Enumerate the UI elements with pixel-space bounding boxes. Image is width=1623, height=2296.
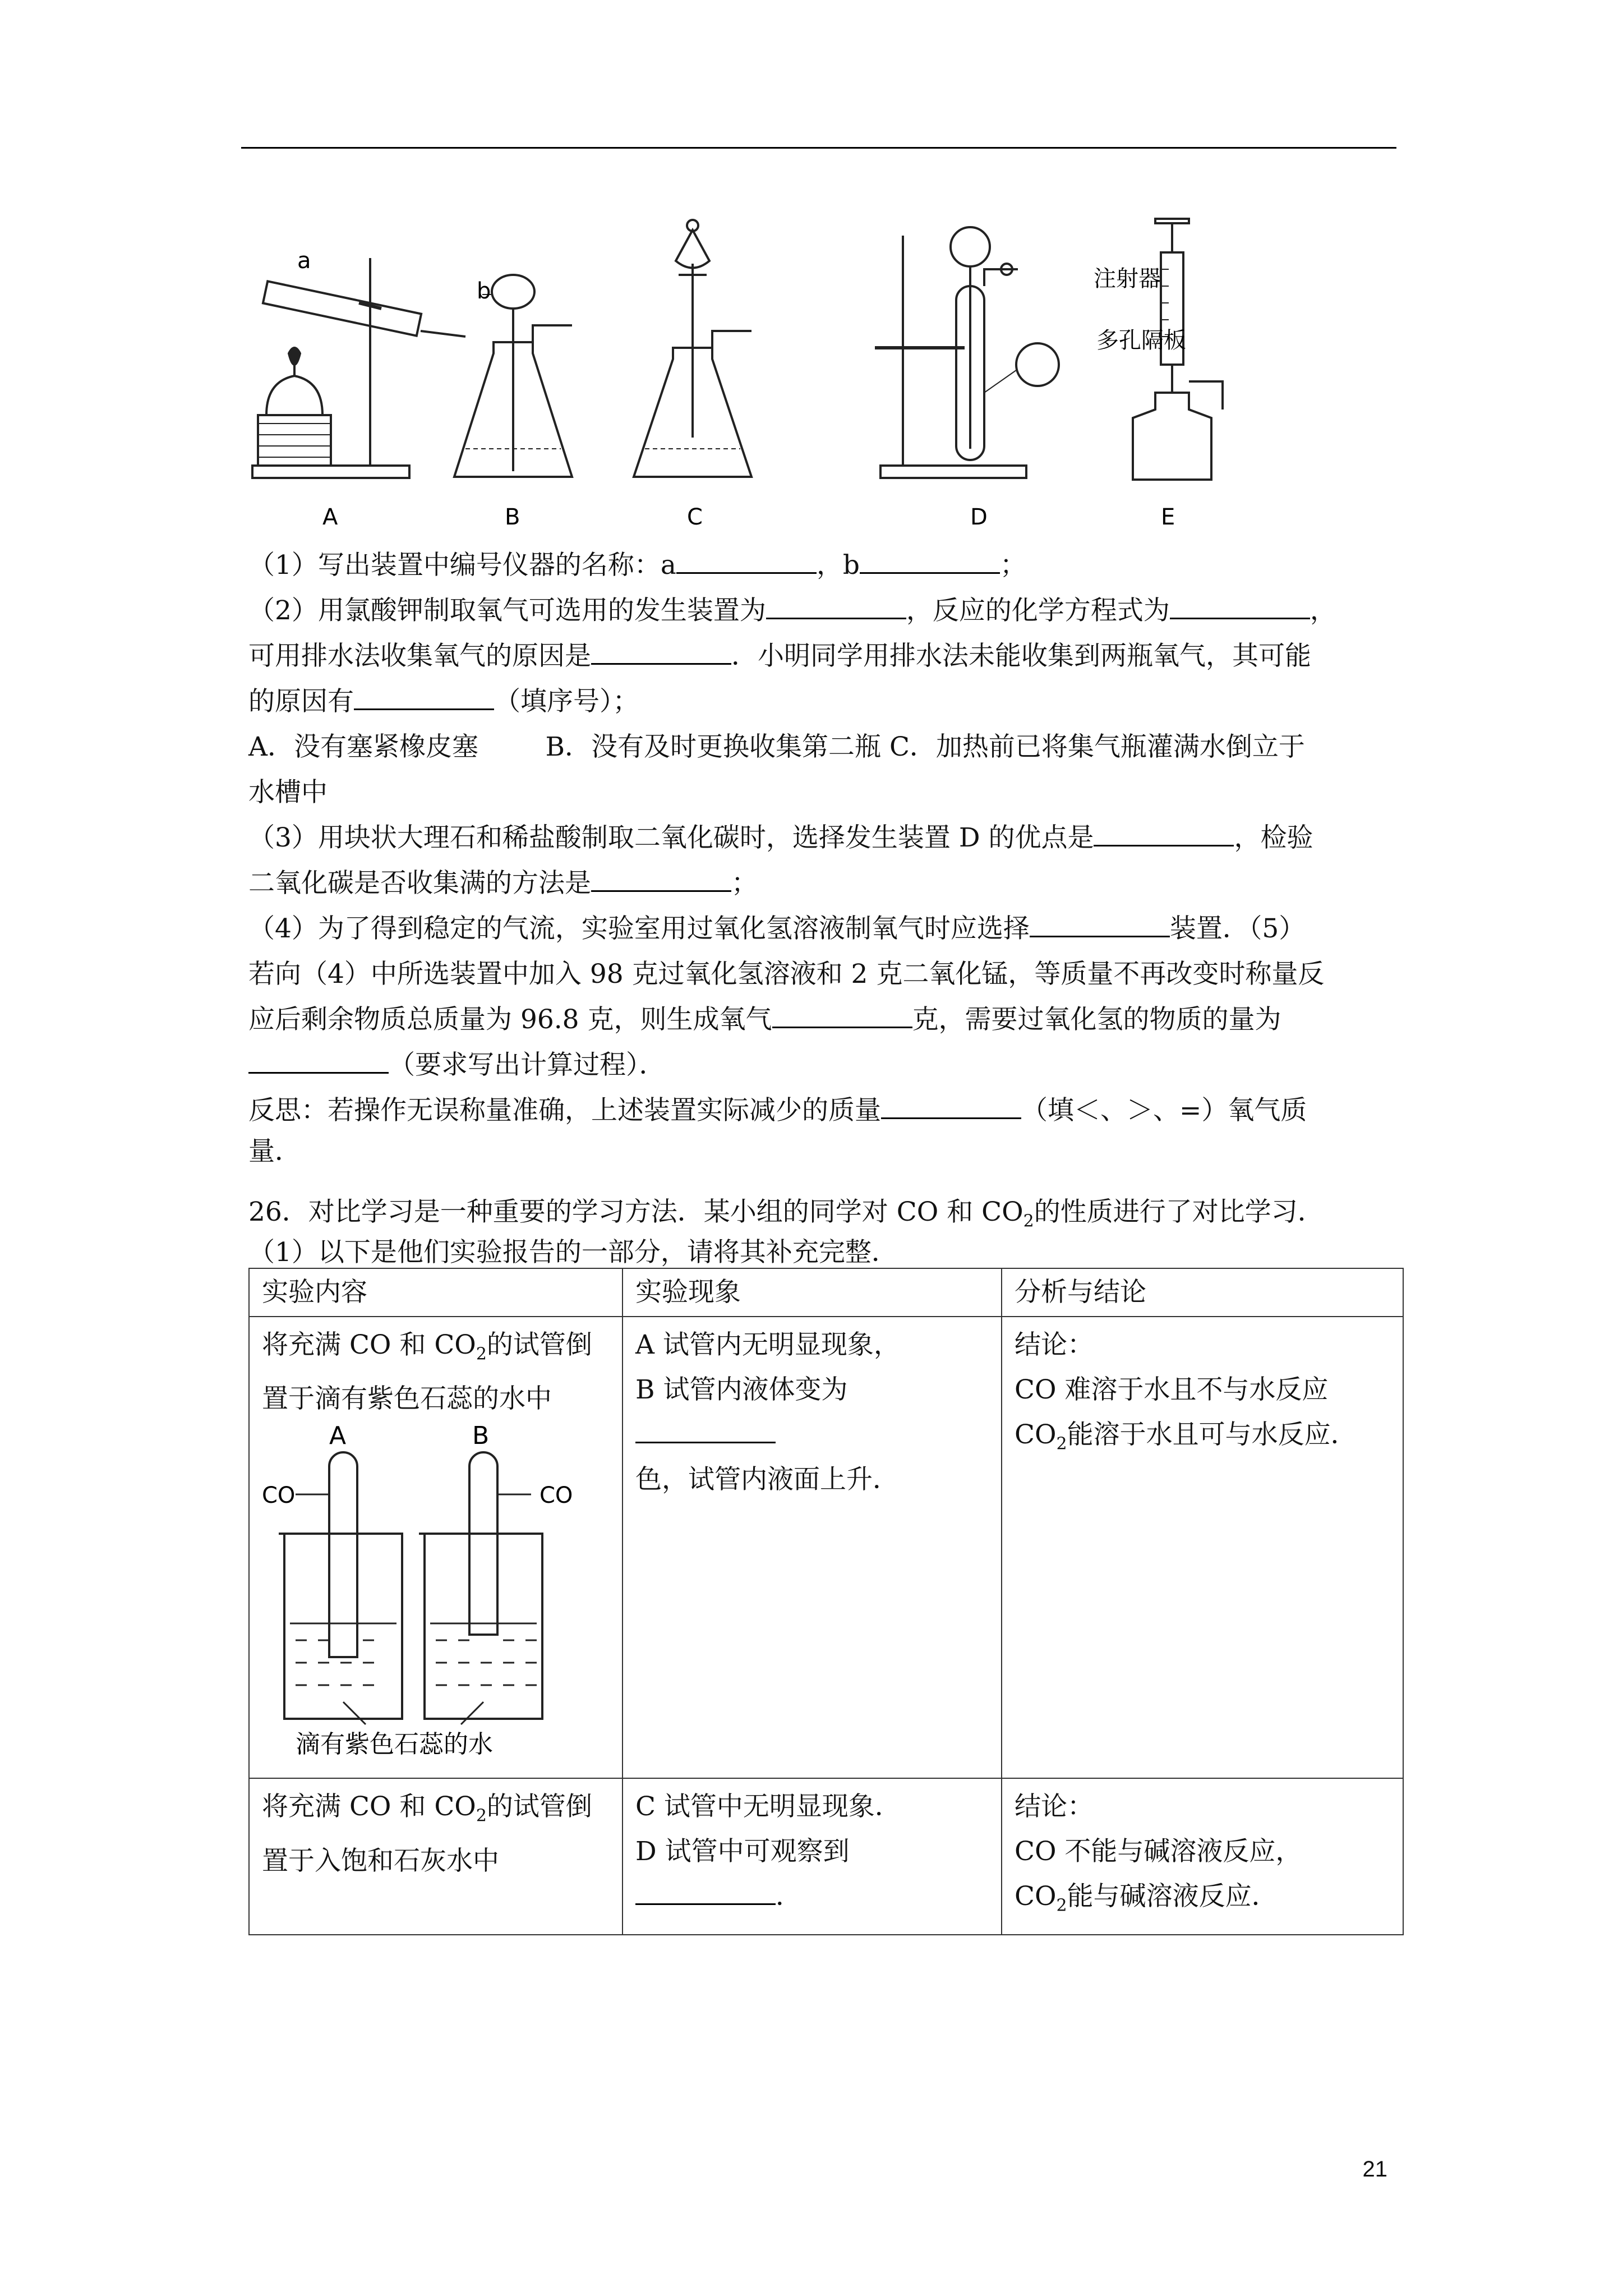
answer-blank[interactable] [591, 868, 731, 892]
figure-caption-c: C [687, 504, 703, 530]
apparatus-figure [241, 202, 1402, 539]
table-cell-content: 将充满 CO 和 $CO_2$的试管倒 置于滴有紫色石蕊的水中 A B CO CO 滴有紫色石蕊的水 [249, 1317, 623, 1778]
table-row [249, 1778, 1403, 1934]
tube-label-b: B [472, 1421, 490, 1451]
q25-line-6: 水槽中 [248, 777, 328, 808]
q25-line-10: 若向（4）中所选装置中加入 98 克过氧化氢溶液和 2 克二氧化锰，等质量不再改变时称量反 [248, 959, 1325, 990]
figure-label-a: a [297, 248, 311, 274]
answer-blank[interactable] [1030, 913, 1170, 937]
apparatus-c [634, 220, 751, 477]
q26-line-2: （1）以下是他们实验报告的一部分，请将其补充完整． [248, 1237, 898, 1268]
q25-line-8: 二氧化碳是否收集满的方法是 ； [248, 868, 758, 899]
q25-line-3: 可用排水法收集氧气的原因是 ．小明同学用排水法未能收集到两瓶氧气，其可能 [248, 641, 1311, 671]
table-cell-phenomenon: A 试管内无明显现象， B 试管内液体变为 色，试管内液面上升． [623, 1317, 1002, 1778]
answer-blank[interactable] [1094, 822, 1234, 846]
figure-caption-a: A [322, 504, 338, 530]
beaker-caption: 滴有紫色石蕊的水 [296, 1730, 493, 1759]
q25-line-12: （要求写出计算过程）． [248, 1041, 1404, 1089]
figure-label-b: b [477, 278, 491, 304]
answer-blank[interactable] [248, 1050, 389, 1074]
table-cell-phenomenon: C 试管中无明显现象． D 试管中可观察到 ． [623, 1778, 1002, 1934]
q25-line-1: （1）写出装置中编号仪器的名称：a ，b ； [248, 550, 1027, 581]
table-cell-content: 将充满 CO 和 $CO_2$的试管倒 置于入饱和石灰水中 [249, 1778, 623, 1934]
answer-blank[interactable] [635, 1881, 776, 1905]
table-cell-conclusion: 结论： CO 难溶于水且不与水反应 $CO_2$能溶于水且可与水反应． [1002, 1317, 1403, 1778]
gas-label-co2: CO [540, 1483, 573, 1509]
table-row [249, 1317, 1403, 1778]
table-header-cell: 实验现象 [623, 1268, 1002, 1317]
table-header-row [249, 1268, 1403, 1317]
q26-line-1: 26．对比学习是一种重要的学习方法．某小组的同学对 CO 和 $CO_2$的性质进行了对比学习． [248, 1197, 1324, 1231]
answer-blank[interactable] [881, 1095, 1021, 1119]
table-header-cell: 实验内容 [249, 1268, 623, 1317]
figure-label-syringe: 注射器 [1094, 266, 1161, 292]
figure-caption-b: B [505, 504, 520, 530]
q25-line-13: 反思：若操作无误称量准确，上述装置实际减少的质量 （填＜、＞、=）氧气质 [248, 1095, 1307, 1126]
answer-blank[interactable] [354, 686, 494, 710]
tube-label-a: A [329, 1421, 347, 1451]
answer-blank[interactable] [635, 1419, 776, 1443]
gas-label-co: CO [262, 1483, 296, 1509]
answer-blank[interactable] [772, 1004, 912, 1028]
answer-blank[interactable] [1170, 595, 1310, 619]
apparatus-a [252, 258, 465, 478]
table-header-cell: 分析与结论 [1002, 1268, 1403, 1317]
answer-blank[interactable] [591, 641, 731, 665]
q25-line-7: （3）用块状大理石和稀盐酸制取二氧化碳时，选择发生装置 D 的优点是 ，检验 [248, 822, 1313, 853]
q25-line-11: 应后剩余物质总质量为 96.8 克，则生成氧气 克，需要过氧化氢的物质的量为 [248, 1004, 1281, 1035]
table-cell-conclusion: 结论： CO 不能与碱溶液反应， $CO_2$能与碱溶液反应． [1002, 1778, 1403, 1934]
q25-line-4: 的原因有 （填序号）； [248, 686, 639, 717]
litmus-test-tube-figure [262, 1421, 598, 1758]
page-number: 21 [1362, 2157, 1387, 2182]
answer-blank[interactable] [860, 550, 1000, 574]
q25-line-2: （2）用氯酸钾制取氧气可选用的发生装置为 ，反应的化学方程式为 ， [248, 595, 1336, 626]
q25-line-14: 量． [248, 1136, 301, 1167]
experiment-table [248, 1268, 1404, 1935]
q25-line-9: （4）为了得到稳定的气流，实验室用过氧化氢溶液制氧气时应选择 装置．（5） [248, 913, 1306, 944]
answer-blank[interactable] [676, 550, 817, 574]
figure-caption-e: E [1161, 504, 1175, 530]
apparatus-b [454, 275, 572, 477]
figure-label-plate: 多孔隔板 [1096, 328, 1186, 353]
apparatus-d [875, 227, 1059, 478]
q25-line-5: A．没有塞紧橡皮塞 B．没有及时更换收集第二瓶 C．加热前已将集气瓶灌满水倒立于 [248, 731, 1305, 762]
header-rule [241, 147, 1396, 149]
figure-caption-d: D [970, 504, 988, 530]
answer-blank[interactable] [766, 595, 906, 619]
